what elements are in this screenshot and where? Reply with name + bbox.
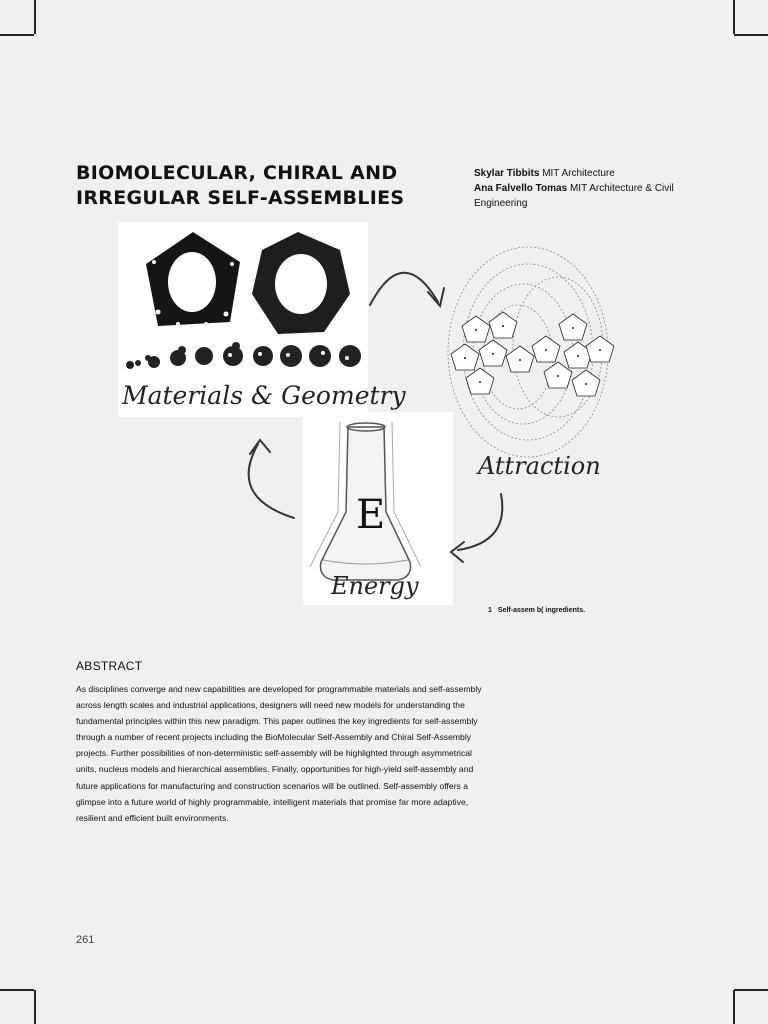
figure-illustration: [118, 222, 633, 605]
crop-mark-top-right-h: [734, 34, 768, 36]
paper-title: BIOMOLECULAR, CHIRAL AND IRREGULAR SELF-ASSEMBLIES: [76, 162, 405, 209]
crop-mark-bottom-left-h: [0, 989, 34, 991]
label-materials-geometry: Materials & Geometry: [122, 381, 406, 410]
crop-mark-top-left-v: [34, 0, 36, 34]
label-energy-symbol: E: [356, 492, 386, 538]
abstract-body: As disciplines converge and new capabilities are developed for programmable materials and self-assembly across length scales and industrial applications, designers will need new models for understanding the fundamental principles within this new paradigm. This paper outlines the key ingredients for self-assembly through a number of recent projects including the BioMolecular Self-Assembly and Chiral Self-Assembly projects. Further possibilities of non-deterministic self-assembly will be highlighted through asymmetrical units, nucleus models and hierarchical assemblies. Finally, opportunities for high-yield self-assembly and future applications for manufacturing and construction scenarios will be outlined. Self-assembly offers a glimpse into a future world of highly programmable, intelligent materials that promise far more adaptive, resilient and efficient built environments.: [76, 684, 482, 823]
label-energy: Energy: [331, 572, 419, 600]
author-affiliation: MIT Architecture: [542, 168, 615, 179]
label-attraction: Attraction: [478, 452, 601, 480]
author-name: Ana Falvello Tomas: [474, 183, 568, 194]
caption-text: Self-assem b( ingredients.: [497, 607, 586, 614]
author-line-1: [474, 166, 714, 181]
author-block: [474, 166, 714, 211]
arrow-to-attraction: [370, 273, 438, 305]
figure-caption: [488, 607, 585, 614]
crop-mark-top-right-v: [733, 0, 735, 34]
crop-mark-bottom-right-h: [734, 989, 768, 991]
arrow-to-materials: [249, 444, 294, 518]
crop-mark-bottom-left-v: [34, 990, 36, 1024]
pentagon-network: [451, 312, 614, 396]
crop-mark-top-left-h: [0, 34, 34, 36]
caption-number: 1: [488, 607, 492, 614]
author-affiliation: MIT Architecture & Civil Engineering: [474, 183, 674, 209]
figure-1: [118, 222, 633, 605]
abstract-heading: ABSTRACT: [76, 659, 143, 673]
author-name: Skylar Tibbits: [474, 168, 540, 179]
author-line-2: [474, 181, 714, 211]
crop-mark-bottom-right-v: [733, 990, 735, 1024]
page-number: 261: [76, 934, 95, 946]
